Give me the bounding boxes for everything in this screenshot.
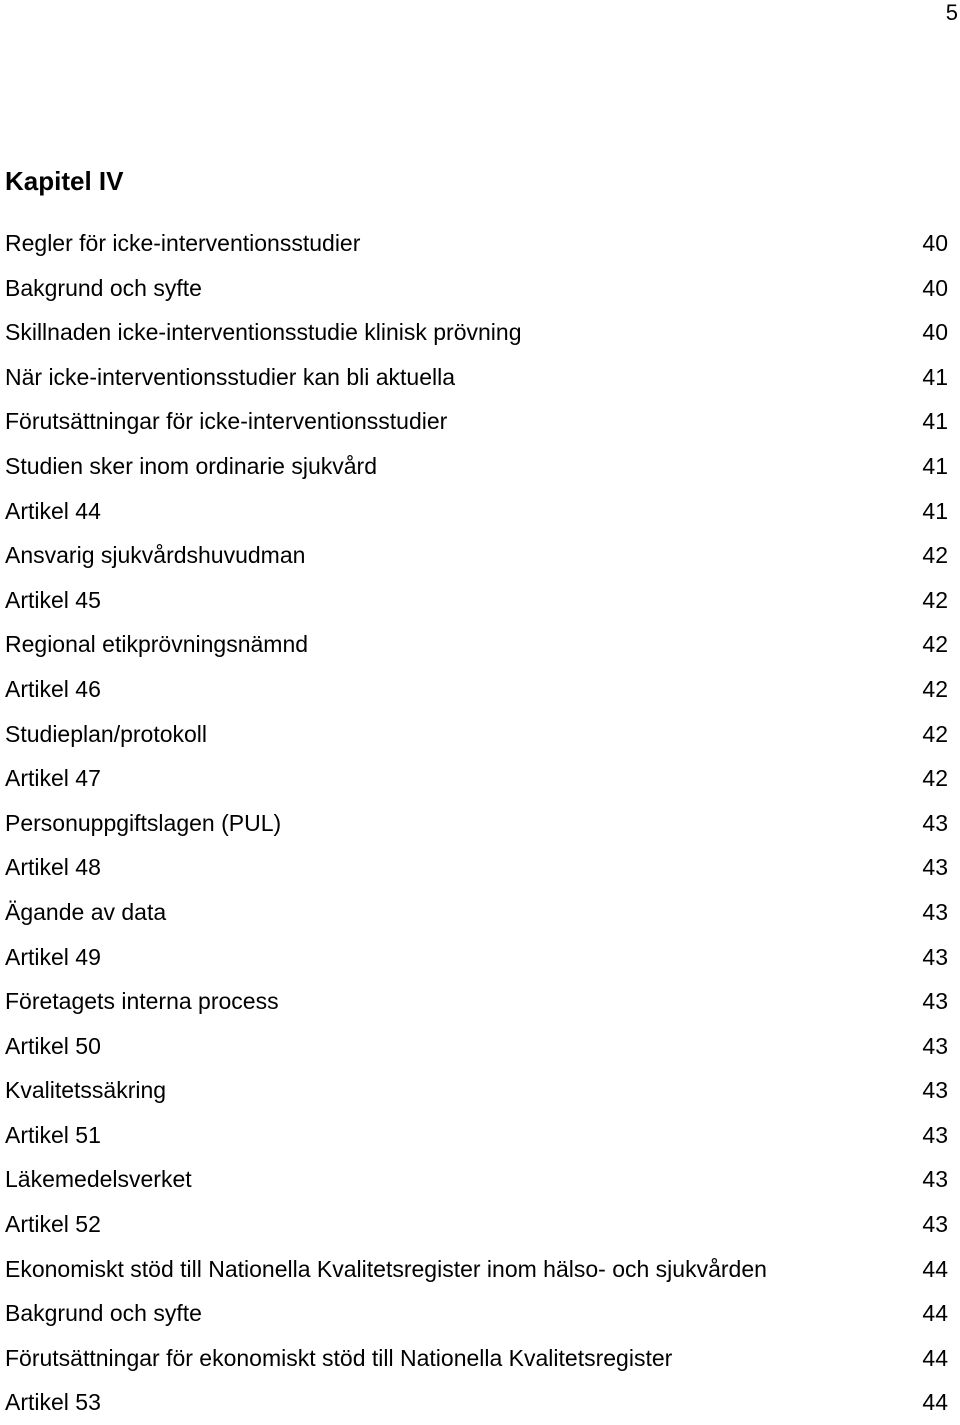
toc-entry [5,310,948,355]
toc-entry [5,399,948,444]
toc-entry-page-number: 43 [922,1211,948,1238]
toc-entry-title: Skillnaden icke-interventionsstudie klinisk prövning [5,319,522,346]
toc-entry [5,1024,948,1069]
toc-entry-title: Ägande av data [5,898,167,925]
toc-entry-title: Bakgrund och syfte [5,1300,202,1327]
toc-entry [5,1068,948,1113]
toc-entry [5,979,948,1024]
toc-entry-page-number: 44 [922,1255,948,1282]
toc-entry-page-number: 43 [922,1077,948,1104]
toc-entry-page-number: 41 [922,363,948,390]
toc-entry-page-number: 41 [922,408,948,435]
toc-entry-page-number: 42 [922,720,948,747]
toc-entry-page-number: 44 [922,1389,948,1416]
toc-entry-page-number: 41 [922,452,948,479]
toc-entry-page-number: 42 [922,631,948,658]
toc-entry-title: Artikel 45 [5,586,101,613]
toc-entry [5,935,948,980]
toc-entry-page-number: 44 [922,1344,948,1371]
toc-entry [5,578,948,623]
toc-entry-page-number: 43 [922,988,948,1015]
toc-entry-title: Artikel 51 [5,1121,101,1148]
toc-entry [5,1113,948,1158]
toc-entry-page-number: 43 [922,809,948,836]
toc-entry-title: Läkemedelsverket [5,1166,192,1193]
toc-entry-title: Personuppgiftslagen (PUL) [5,809,282,836]
toc-entry-page-number: 43 [922,854,948,881]
toc-entry [5,444,948,489]
chapter-title: Kapitel IV [5,166,124,196]
toc-entry-page-number: 42 [922,765,948,792]
toc-entry-title: Artikel 50 [5,1032,101,1059]
toc-entry [5,801,948,846]
toc-entry-title: Artikel 46 [5,675,101,702]
toc-entry [5,890,948,935]
toc-entry-title: Förutsättningar för ekonomiskt stöd till Nationella Kvalitetsregister [5,1344,673,1371]
toc-entry-page-number: 40 [922,319,948,346]
toc-entry [5,221,948,266]
toc-entry-title: Artikel 47 [5,765,101,792]
toc-entry-page-number: 43 [922,943,948,970]
toc-entry-title: Artikel 49 [5,943,101,970]
toc-entry [5,712,948,757]
toc-entry [5,1157,948,1202]
toc-entry-title: När icke-interventionsstudier kan bli aktuella [5,363,455,390]
toc-entry [5,533,948,578]
toc-entry [5,756,948,801]
toc-entry-title: Artikel 48 [5,854,101,881]
toc-entry [5,1291,948,1336]
toc-entry-page-number: 41 [922,497,948,524]
toc-entry-title: Artikel 52 [5,1211,101,1238]
toc-entry-title: Studien sker inom ordinarie sjukvård [5,452,378,479]
toc-entry-page-number: 40 [922,230,948,256]
page-number: 5 [945,0,958,25]
toc-entry-title: Företagets interna process [5,988,279,1015]
toc-entry [5,1247,948,1292]
table-of-contents [5,221,948,1425]
toc-entry [5,355,948,400]
toc-entry-page-number: 42 [922,586,948,613]
toc-entry-title: Förutsättningar för icke-interventionsstudier [5,408,448,435]
toc-entry [5,622,948,667]
toc-entry-page-number: 40 [922,274,948,301]
toc-entry [5,1202,948,1247]
toc-entry-page-number: 43 [922,898,948,925]
toc-entry [5,845,948,890]
toc-entry-page-number: 42 [922,675,948,702]
toc-entry-title: Regional etikprövningsnämnd [5,631,309,658]
toc-entry-title: Ekonomiskt stöd till Nationella Kvalitetsregister inom hälso- och sjukvården [5,1255,767,1282]
toc-entry-title: Regler för icke-interventionsstudier [5,230,361,256]
toc-entry [5,1336,948,1381]
toc-entry [5,667,948,712]
toc-entry-page-number: 42 [922,542,948,569]
toc-entry-title: Artikel 44 [5,497,101,524]
toc-entry [5,266,948,311]
toc-entry-page-number: 43 [922,1166,948,1193]
toc-entry-title: Ansvarig sjukvårdshuvudman [5,542,306,569]
toc-entry [5,489,948,534]
toc-entry-title: Studieplan/protokoll [5,720,208,747]
toc-entry [5,1380,948,1425]
toc-entry-page-number: 43 [922,1121,948,1148]
toc-entry-page-number: 43 [922,1032,948,1059]
toc-entry-title: Artikel 53 [5,1389,101,1416]
toc-entry-page-number: 44 [922,1300,948,1327]
toc-entry-title: Kvalitetssäkring [5,1077,167,1104]
toc-entry-title: Bakgrund och syfte [5,274,202,301]
